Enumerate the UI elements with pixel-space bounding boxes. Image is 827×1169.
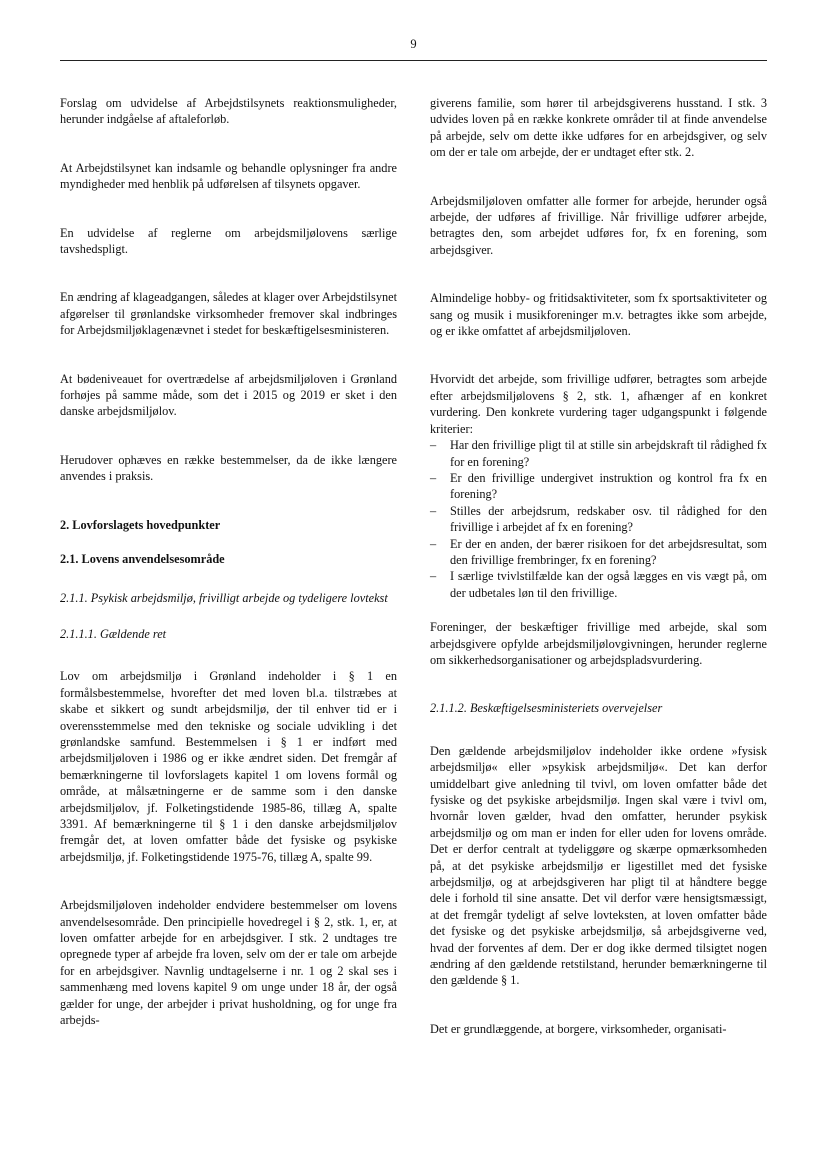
paragraph: Arbejdsmiljøloven indeholder endvidere bestemmelser om lovens anvendelsesområde. Den principielle hovedregel i § 2, stk. 1, er, at loven omfatter arbejde for en arbejdsgiver. I stk. 2 undtages tre opregnede typer af arbejde fra loven, selv om der er tale om arbejde for en arbejdsgiver. Navnlig undtagelserne i nr. 1 og 2 skal ses i sammenhæng med lovens kapitel 9 om unge under 18 år, der også gælder for unge, der arbejder i privat husholdning, og for unge fra arbejds- <box>60 898 397 1028</box>
right-column <box>430 95 767 1069</box>
list-item-text: Har den frivillige pligt til at stille sin arbejdskraft til rådighed fx for en forening? <box>450 438 767 469</box>
paragraph: Almindelige hobby- og fritidsaktiviteter, som fx sportsaktiviteter og sang og musik i musikforeninger m.v. betragtes ikke som arbejde, og er ikke omfattet af arbejdsmiljøloven. <box>430 291 767 339</box>
paragraph: Foreninger, der beskæftiger frivillige med arbejde, skal som arbejdsgivere opfylde arbejdsmiljølovgivningen, herunder reglerne om sikkerhedsorganisationer og arbejdspladsvurdering. <box>430 620 767 667</box>
list-item <box>430 536 767 569</box>
paragraph: En udvidelse af reglerne om arbejdsmiljølovens særlige tavshedspligt. <box>60 225 397 257</box>
section-heading: 2.1. Lovens anvendelsesområde <box>60 552 225 567</box>
paragraph: Forslag om udvidelse af Arbejdstilsynets reaktionsmuligheder, herunder indgåelse af aftaleforløb. <box>60 96 397 127</box>
paragraph: Herudover ophæves en række bestemmelser, da de ikke længere anvendes i praksis. <box>60 452 397 484</box>
list-item <box>430 503 767 536</box>
header-rule <box>60 60 767 61</box>
dash-marker: – <box>430 536 437 551</box>
list-item <box>430 470 767 503</box>
paragraph: Hvorvidt det arbejde, som frivillige udfører, betragtes som arbejde efter arbejdsmiljølovens § 2, stk. 1, afhænger af en konkret vurdering. Den konkrete vurdering tager udgangspunkt i følgende kriterier: <box>430 372 767 436</box>
list-item-text: Er den frivillige undergivet instruktion og kontrol fra fx en forening? <box>450 470 767 502</box>
dash-marker: – <box>430 438 437 453</box>
list-item-text: Er der en anden, der bærer risikoen for det arbejdsresultat, som den frivillige frembringer, fx en forening? <box>450 536 767 567</box>
list-item-text: I særlige tvivlstilfælde kan der også lægges en vis vægt på, om der udbetales løn til den frivillige. <box>450 569 767 600</box>
paragraph: At bødeniveauet for overtrædelse af arbejdsmiljøloven i Grønland forhøjes på samme måde, som det i 2015 og 2019 er sket i den danske arbejdsmiljølov. <box>60 371 397 419</box>
paragraph: Lov om arbejdsmiljø i Grønland indeholder i § 1 en formålsbestemmelse, hvorefter det med loven bl.a. tilstræbes at skabe et sikkert og sundt arbejdsmiljø, der til enhver tid er i overensstemmelse med den tekniske og sociale udvikling i det grønlandske samfund. Bestemmelsen i § 1 er indført med arbejdsmiljøloven i 1986 og er ikke ændret siden. Det fremgår af bemærkningerne til lovforslagets kapitel 1 om lovens formål og område, at målsætningerne er de samme som i den danske arbejdsmiljølov, jf. Folketingstidende 1985-86, tillæg A, spalte 3391. Af bemærkningerne til § 1 i den danske arbejdsmiljølov fremgår det, at loven omfatter både det fysiske og psykiske arbejdsmiljø, jf. Folketingstidende 1975-76, tillæg A, spalte 99. <box>60 669 397 864</box>
paragraph: Det er grundlæggende, at borgere, virksomheder, organisati- <box>430 1021 727 1036</box>
dash-marker: – <box>430 569 437 584</box>
subsection-heading: 2.1.1.1. Gældende ret <box>60 626 167 641</box>
subsection-heading: 2.1.1.2. Beskæftigelsesministeriets overvejelser <box>430 701 663 716</box>
paragraph: Den gældende arbejdsmiljølov indeholder ikke ordene »fysisk arbejdsmiljø« eller »psykisk arbejdsmiljø«. Det kan derfor umiddelbart give anledning til tvivl, om loven omfatter både det fysiske og det psykiske arbejdsmiljø. Ingen skal være i tvivl om, hvornår loven gælder, hvad den omfatter, herunder psykisk arbejdsmiljø og om man er inden for eller uden for lovens område. Det er derfor centralt at tydeliggøre og skærpe opmærksomheden på, at det psykiske arbejdsmiljø er ligestillet med det fysiske arbejdsmiljø, og at arbejdsgiveren har pligt til at håndtere begge dele i forhold til sine ansatte. Det vil derfor være hensigtsmæssigt, at det fremgår tydeligt af selve lovteksten, at loven omfatter både det fysiske og det psykiske arbejdsmiljø, så arbejdsgiverne ved, hvad der forventes af dem. Der er dog ikke dermed tilsigtet nogen ændring af den gældende retstilstand, herunder bemærkningerne til den gældende § 1. <box>430 743 767 988</box>
list-item <box>430 568 767 601</box>
section-heading: 2. Lovforslagets hovedpunkter <box>60 517 221 532</box>
dash-marker: – <box>430 503 437 518</box>
list-item-text: Stilles der arbejdsrum, redskaber osv. til rådighed for den frivillige i arbejdet af fx en forening? <box>450 503 767 535</box>
left-column <box>60 95 397 1060</box>
subsection-heading: 2.1.1. Psykisk arbejdsmiljø, frivilligt arbejde og tydeligere lovtekst <box>60 590 388 605</box>
page-number: 9 <box>410 37 417 51</box>
paragraph: giverens familie, som hører til arbejdsgiverens husstand. I stk. 3 udvides loven på en række konkrete områder til at finde anvendelse på arbejde, selv om dette ikke udføres for en arbejdsgiver, og selv om der er tale om arbejde, der er undtaget efter stk. 2. <box>430 96 767 160</box>
paragraph: At Arbejdstilsynet kan indsamle og behandle oplysninger fra andre myndigheder med henblik på udførelsen af tilsynets opgaver. <box>60 160 397 192</box>
paragraph: Arbejdsmiljøloven omfatter alle former for arbejde, herunder også arbejde, der udføres af frivillige. Når frivillige udfører arbejde, betragtes den, som arbejdet udføres for, fx en forening, som arbejdsgiver. <box>430 193 767 257</box>
criteria-list <box>430 437 767 601</box>
paragraph: En ændring af klageadgangen, således at klager over Arbejdstilsynet afgørelser til grønlandske virksomheder fremover skal indbringes for Arbejdsmiljøklagenævnet i stedet for beskæftigelsesministeren. <box>60 290 397 338</box>
list-item <box>430 437 767 470</box>
dash-marker: – <box>430 470 437 485</box>
